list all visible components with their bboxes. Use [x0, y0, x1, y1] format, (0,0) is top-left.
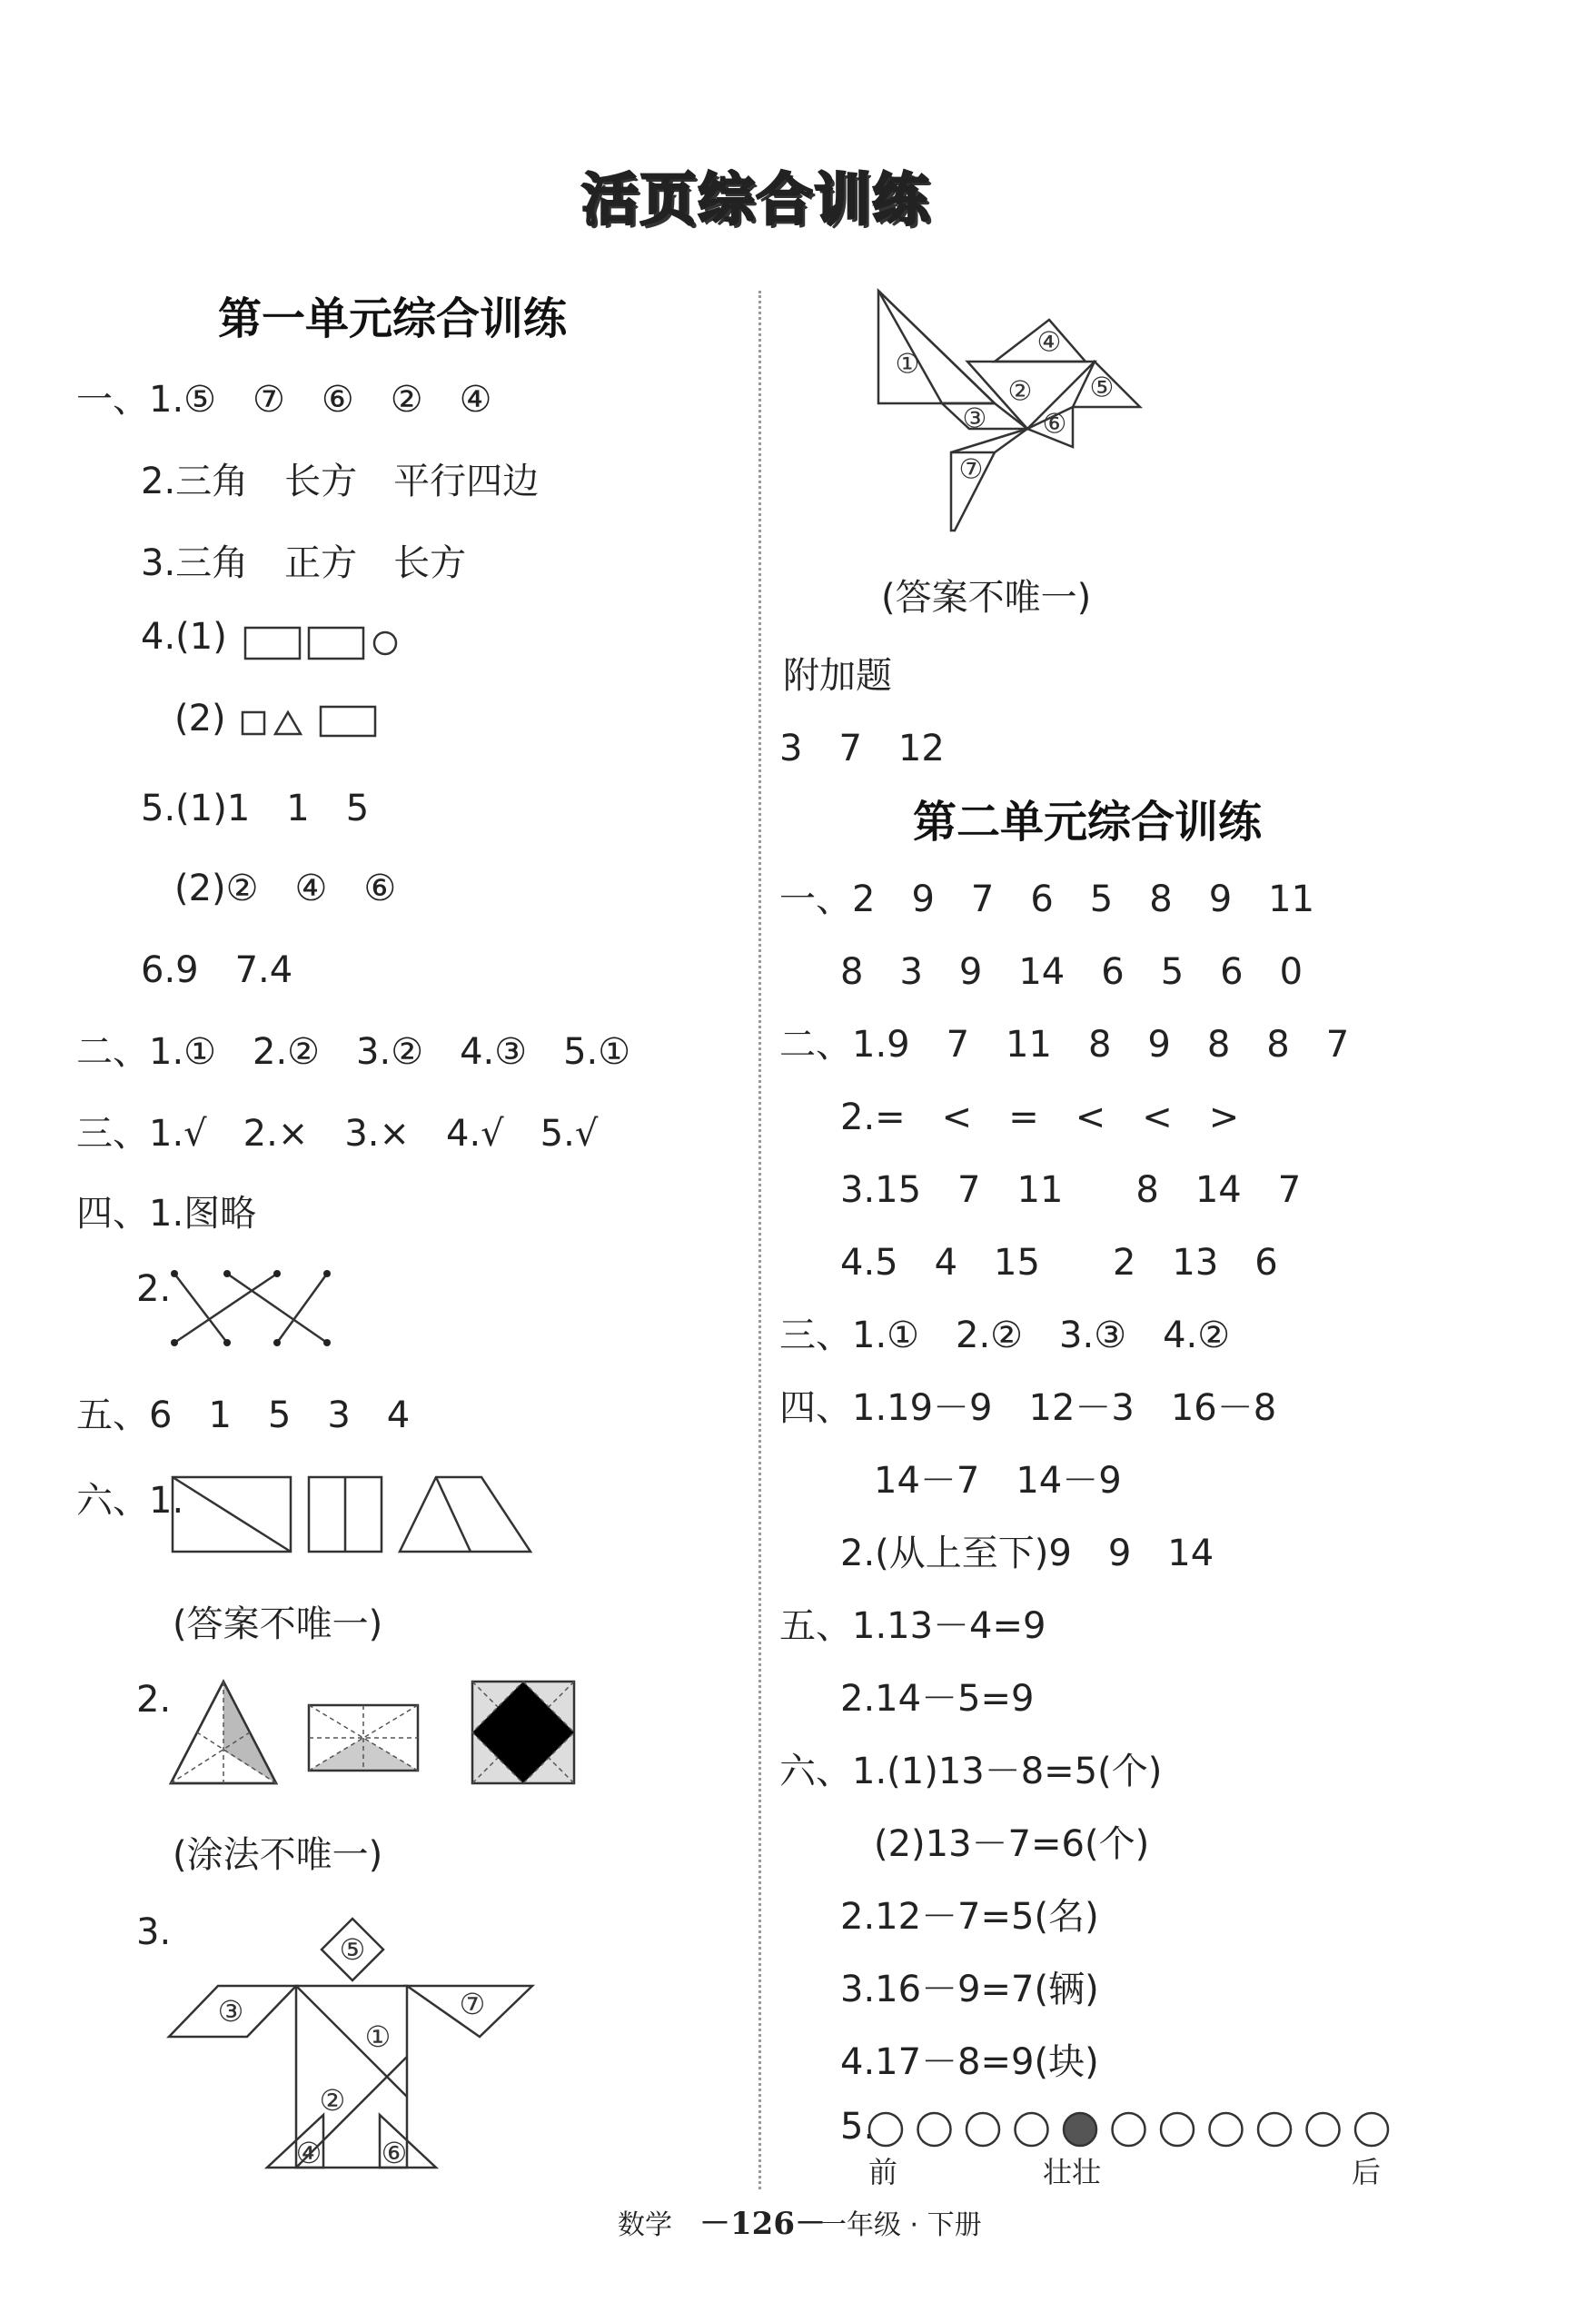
piece-label: ⑥	[1042, 408, 1067, 441]
unit2-line-7: 三、1.① 2.② 3.③ 4.②	[779, 1315, 1231, 1356]
unit1-line-13: 五、6 1 5 3 4	[76, 1394, 411, 1436]
unit1-line-14: 六、1.	[76, 1480, 184, 1522]
circle-empty	[918, 2113, 951, 2146]
column-divider	[758, 291, 761, 2189]
unit2-line-18: 5.	[840, 2106, 876, 2148]
unit2-line-4: 2.= < = < < >	[840, 1096, 1240, 1138]
footer-subject: 数学	[618, 2209, 672, 2241]
circle-empty	[1307, 2113, 1340, 2146]
unit1-line-17: (涂法不唯一)	[173, 1834, 383, 1876]
unit2-line-1: 一、2 9 7 6 5 8 9 11	[779, 878, 1315, 920]
row-label-back: 后	[1352, 2155, 1382, 2189]
page-number: －126－	[699, 2206, 826, 2242]
circle-empty	[1258, 2113, 1291, 2146]
unit1-line-4: 4.(1)	[141, 616, 227, 658]
unit2-line-10: 2.(从上至下)9 9 14	[840, 1533, 1214, 1574]
unit1-line-8: 6.9 7.4	[141, 949, 293, 991]
unit1-line-1: 一、1.⑤ ⑦ ⑥ ② ④	[76, 379, 492, 421]
unit1-line-2: 2.三角 长方 平行四边	[141, 461, 540, 502]
unit1-line-16: 2.	[136, 1679, 172, 1721]
circle-empty	[1355, 2113, 1388, 2146]
piece-label: ④	[295, 2136, 322, 2170]
circle-filled	[1064, 2113, 1096, 2146]
unit2-line-14: (2)13－7=6(个)	[874, 1823, 1150, 1865]
unit1-line-11: 四、1.图略	[76, 1193, 257, 1235]
footer-page	[699, 2198, 826, 2243]
person-tangram-figure	[164, 1899, 545, 2189]
unit2-line-8: 四、1.19－9 12－3 16－8	[779, 1387, 1277, 1429]
unit1-line-3: 3.三角 正方 长方	[141, 542, 467, 584]
unit2-line-5: 3.15 7 11 8 14 7	[840, 1169, 1302, 1211]
fish-note: (答案不唯一)	[881, 577, 1092, 619]
unit1-line-6: 5.(1)1 1 5	[141, 788, 370, 829]
unit1-line-10: 三、1.√ 2.× 3.× 4.√ 5.√	[76, 1113, 599, 1155]
circle-empty	[1210, 2113, 1243, 2146]
extra-title: 附加题	[783, 655, 892, 697]
unit1-line-7: (2)② ④ ⑥	[174, 868, 397, 909]
extra-answer: 3 7 12	[779, 728, 945, 769]
shape-row-1-figure	[243, 620, 416, 666]
circle-empty	[1016, 2113, 1048, 2146]
unit1-line-5: (2)	[174, 698, 226, 739]
row-label-zhuangzhuang: 壮壮	[1043, 2155, 1102, 2189]
unit1-line-18: 3.	[136, 1911, 172, 1953]
unit2-line-2: 8 3 9 14 6 5 6 0	[840, 951, 1304, 993]
piece-label: ⑤	[339, 1932, 366, 1967]
piece-label: ⑦	[459, 1987, 486, 2021]
footer-grade: 一年级 · 下册	[819, 2209, 982, 2241]
circle-row	[869, 2113, 1388, 2146]
shaded-shapes-figure	[164, 1676, 581, 1794]
piece-label: ⑦	[958, 453, 984, 486]
circle-empty	[967, 2113, 999, 2146]
main-title: 活页综合训练	[581, 166, 931, 233]
row-label-front: 前	[868, 2155, 898, 2189]
circle-empty	[1113, 2113, 1145, 2146]
unit1-line-9: 二、1.① 2.② 3.② 4.③ 5.①	[76, 1031, 631, 1073]
unit2-line-16: 3.16－9=7(辆)	[840, 1969, 1099, 2010]
unit1-title: 第一单元综合训练	[218, 293, 568, 344]
unit2-line-11: 五、1.13－4=9	[779, 1605, 1046, 1647]
unit2-line-6: 4.5 4 15 2 13 6	[840, 1242, 1278, 1284]
piece-label: ③	[962, 402, 987, 435]
cut-shapes-figure	[164, 1463, 545, 1563]
unit2-line-9: 14－7 14－9	[874, 1460, 1122, 1502]
shape-row-2-figure	[241, 700, 395, 745]
unit1-line-12: 2.	[136, 1268, 172, 1310]
piece-label: ③	[217, 1994, 244, 2029]
unit2-title: 第二单元综合训练	[913, 797, 1263, 848]
piece-label: ①	[895, 348, 920, 381]
unit2-line-17: 4.17－8=9(块)	[840, 2041, 1099, 2083]
unit2-line-15: 2.12－7=5(名)	[840, 1896, 1099, 1938]
person-labels	[218, 1932, 486, 2170]
circle-empty	[869, 2113, 902, 2146]
circle-row-figure	[867, 2102, 1394, 2157]
piece-label: ①	[364, 2019, 392, 2054]
piece-label: ⑥	[381, 2136, 408, 2170]
piece-label: ④	[1036, 326, 1062, 359]
circle-empty	[1161, 2113, 1194, 2146]
unit1-line-15: (答案不唯一)	[173, 1603, 383, 1645]
piece-label: ②	[1007, 375, 1033, 408]
matching-lines-figure	[164, 1263, 345, 1354]
unit2-line-3: 二、1.9 7 11 8 9 8 8 7	[779, 1024, 1350, 1066]
unit2-line-12: 2.14－5=9	[840, 1678, 1035, 1720]
fish-tangram-figure	[867, 283, 1176, 538]
piece-label: ②	[319, 2083, 346, 2118]
unit2-line-13: 六、1.(1)13－8=5(个)	[779, 1751, 1163, 1792]
piece-label: ⑤	[1089, 372, 1115, 404]
